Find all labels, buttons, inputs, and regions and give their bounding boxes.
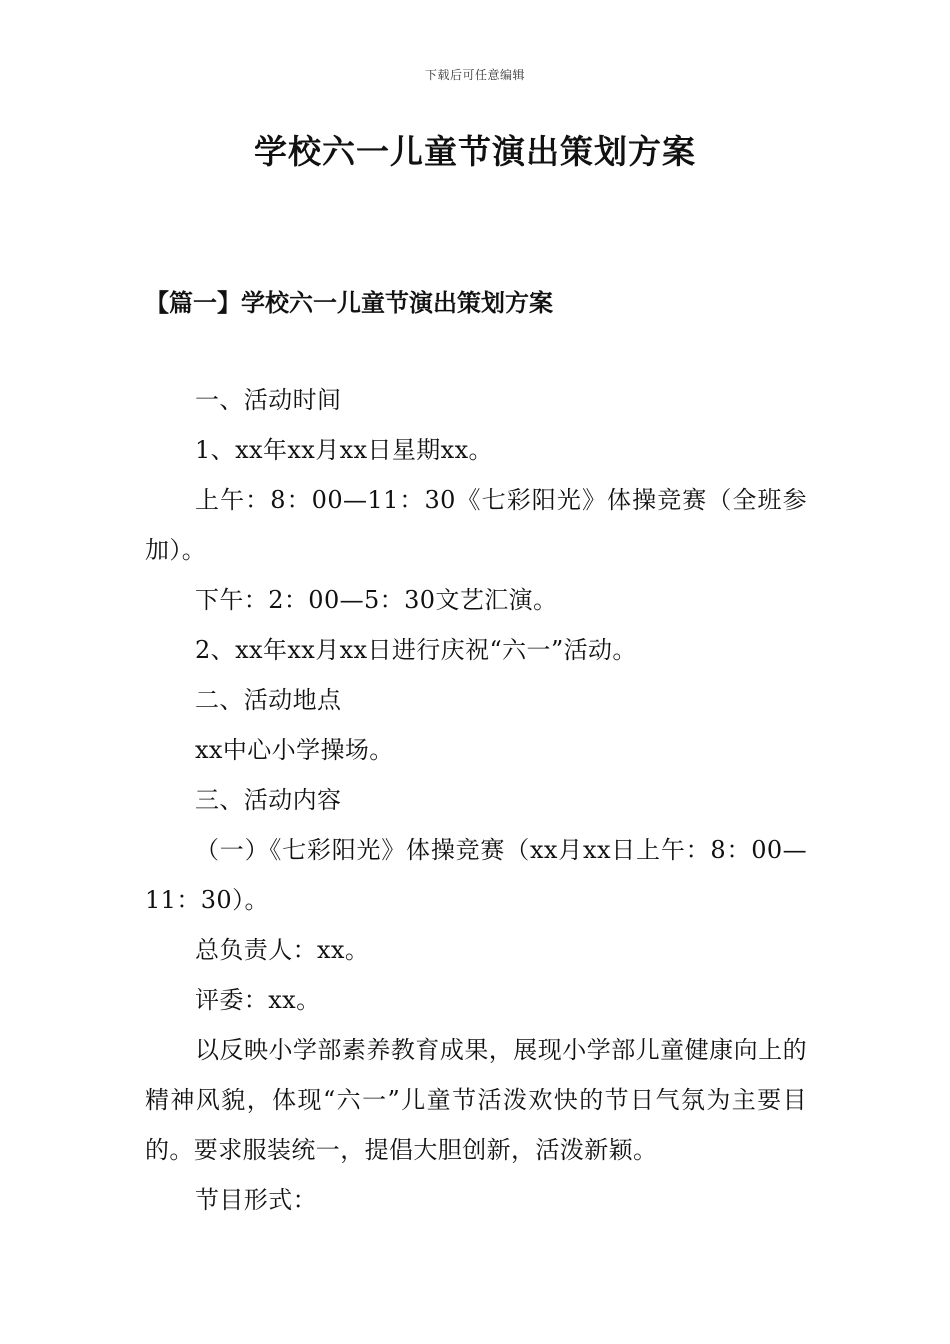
paragraph-morning: 上午：8：00—11：30《七彩阳光》体操竞赛（全班参加）。 [145, 486, 807, 564]
paragraph-competition: （一）《七彩阳光》体操竞赛（xx月xx日上午：8：00—11：30）。 [145, 836, 807, 914]
paragraph-heading-content: 三、活动内容 [195, 786, 342, 814]
paragraph-date: 1、xx年xx月xx日星期xx。 [195, 436, 493, 464]
paragraph-afternoon: 下午：2：00—5：30文艺汇演。 [195, 586, 558, 614]
paragraph-person-in-charge: 总负责人：xx。 [195, 936, 370, 964]
paragraph-judges: 评委：xx。 [195, 986, 321, 1014]
paragraph-program-form: 节目形式： [195, 1186, 317, 1214]
section-title: 【篇一】学校六一儿童节演出策划方案 [145, 288, 553, 317]
paragraph-purpose: 以反映小学部素养教育成果，展现小学部儿童健康向上的精神风貌，体现“六一”儿童节活泼欢快的节日气氛为主要目的。要求服装统一，提倡大胆创新，活泼新颖。 [145, 1036, 807, 1164]
document-title: 学校六一儿童节演出策划方案 [254, 132, 696, 171]
paragraph-heading-location: 二、活动地点 [195, 686, 342, 714]
paragraph-celebration-date: 2、xx年xx月xx日进行庆祝“六一”活动。 [195, 636, 637, 664]
header-note: 下载后可任意编辑 [424, 68, 525, 82]
paragraph-heading-time: 一、活动时间 [195, 386, 342, 414]
paragraph-location: xx中心小学操场。 [195, 736, 394, 764]
document-body [145, 375, 807, 1225]
